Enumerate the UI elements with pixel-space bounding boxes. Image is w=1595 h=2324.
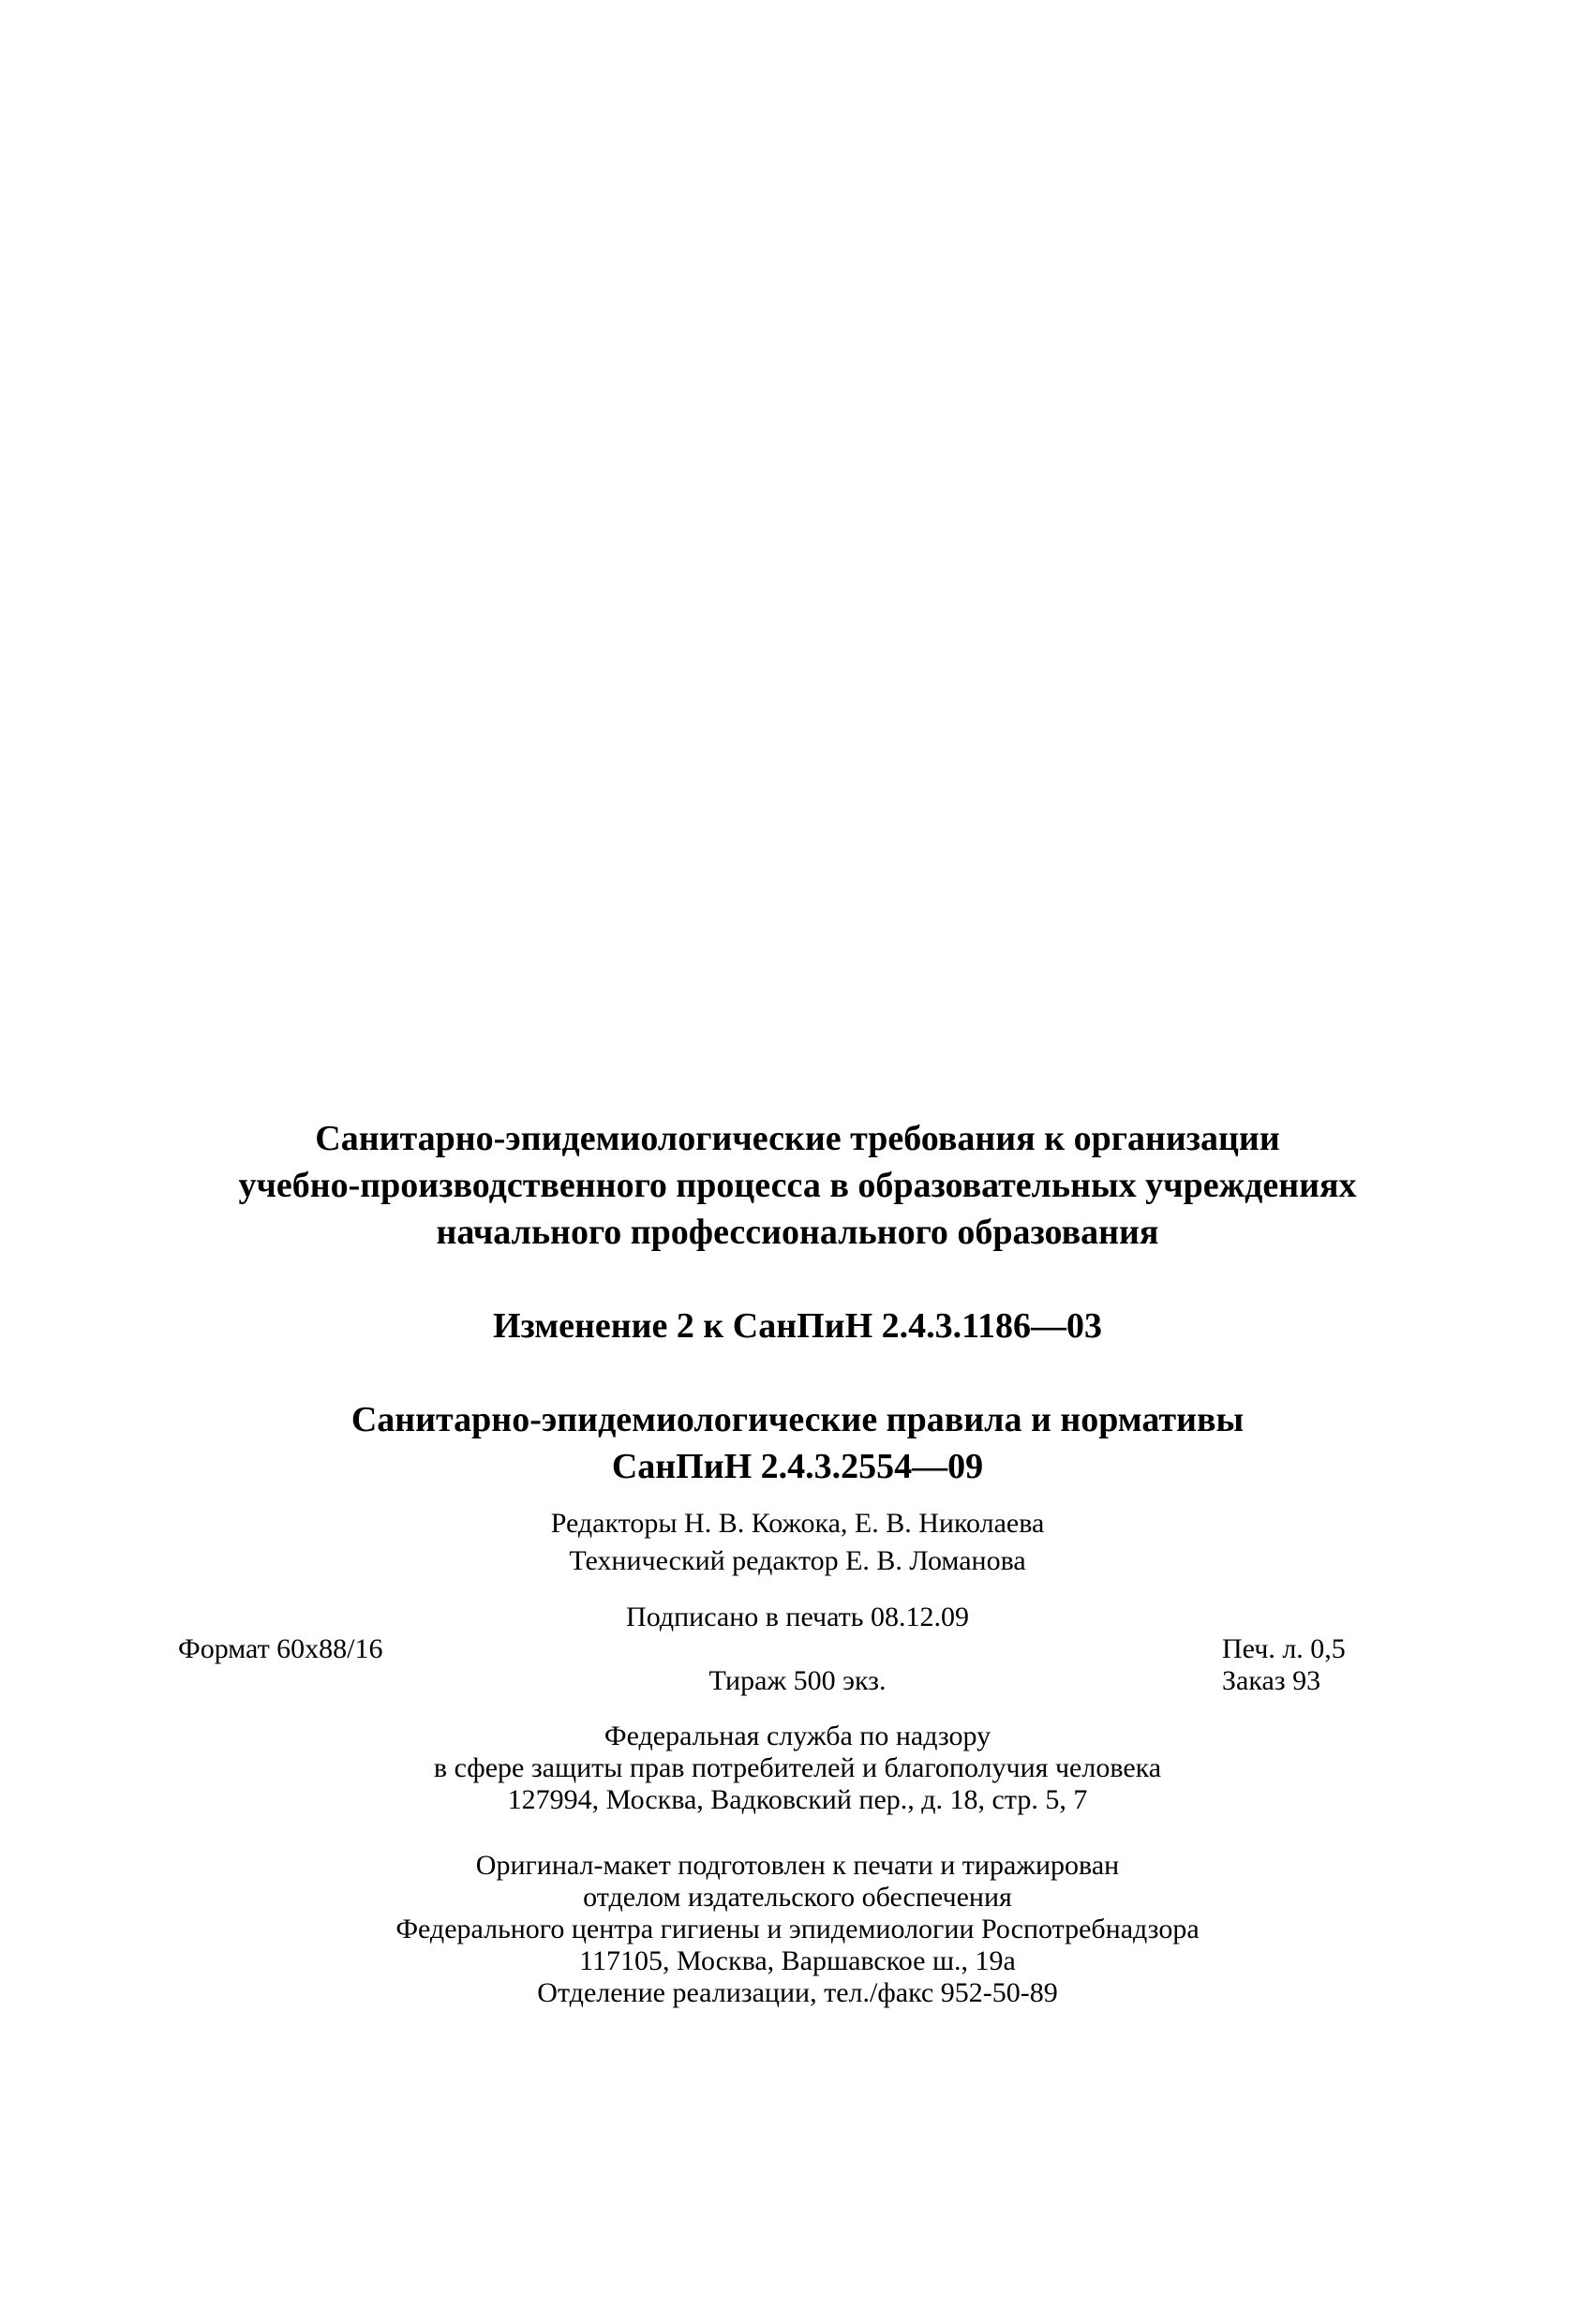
agency-line-1: Федеральная служба по надзору (604, 1721, 991, 1751)
order-number: Заказ 93 (1222, 1665, 1321, 1696)
agency-line-2: в сфере защиты прав потребителей и благополучия человека (433, 1752, 1162, 1783)
editors-credits (0, 1505, 1595, 1580)
publisher-info (0, 1850, 1595, 2009)
print-run: Тираж 500 экз. (708, 1665, 887, 1696)
title-line-2: учебно-производственного процесса в образовательных учреждениях (238, 1166, 1357, 1205)
publisher-line-1: Оригинал-макет подготовлен к печати и тиражирован (475, 1850, 1120, 1881)
agency-address: 127994, Москва, Вадковский пер., д. 18, стр. 5, 7 (507, 1784, 1088, 1815)
rules-line-2: СанПиН 2.4.3.2554—09 (611, 1447, 984, 1486)
editors-line: Редакторы Н. В. Кожока, Е. В. Николаева (550, 1508, 1045, 1539)
title-line-3: начального профессионального образования (436, 1213, 1159, 1252)
sales-contact: Отделение реализации, тел./факс 952-50-89 (537, 1977, 1058, 2008)
agency-info (0, 1721, 1595, 1816)
signed-to-print: Подписано в печать 08.12.09 (626, 1601, 969, 1632)
tech-editor-line: Технический редактор Е. В. Ломанова (569, 1545, 1026, 1576)
document-title (0, 1115, 1595, 1256)
amendment-heading: Изменение 2 к СанПиН 2.4.3.1186—03 (492, 1306, 1103, 1346)
rules-line-1: Санитарно-эпидемиологические правила и нормативы (350, 1400, 1245, 1439)
publisher-address: 117105, Москва, Варшавское ш., 19а (579, 1945, 1016, 1976)
title-line-1: Санитарно-эпидемиологические требования к организации (315, 1119, 1280, 1158)
printed-sheets: Печ. л. 0,5 (1222, 1633, 1346, 1664)
publisher-line-3: Федерального центра гигиены и эпидемиологии Роспотребнадзора (395, 1914, 1200, 1944)
publisher-line-2: отделом издательского обеспечения (583, 1882, 1012, 1913)
paper-format: Формат 60х88/16 (178, 1633, 383, 1664)
rules-heading (0, 1396, 1595, 1490)
